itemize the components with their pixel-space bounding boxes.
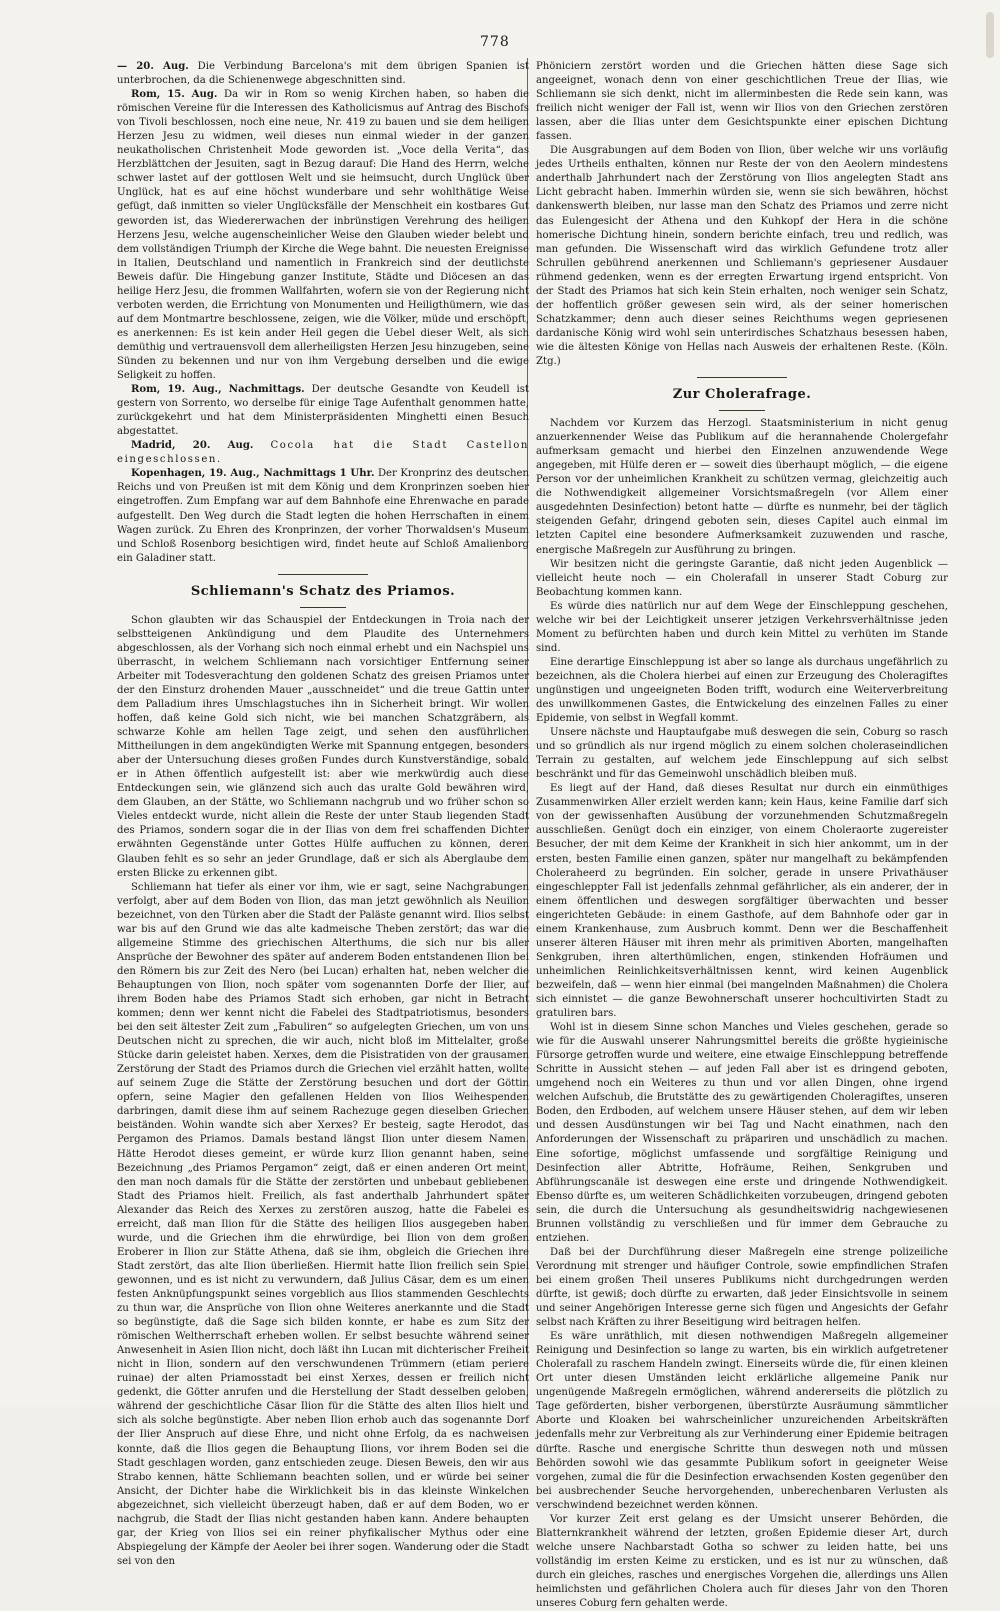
dateline: Rom, 15. Aug. bbox=[131, 89, 218, 101]
dateline: — 20. Aug. bbox=[117, 61, 189, 72]
article-paragraph: Schliemann hat tiefer als einer vor ihm, wie er sagt, seine Nachgrabungen verfolgt, aber auf dem Boden von Ilion, das man jetzt gewöhnlich als Neuilion bezeichnet, von den Türken aber die Stadt der Paläste genannt wird. Ilios selbst war bis auf den Grund wie das alte kadmeische Theben zerstört; das war die allgemeine Stimme des griechischen Alterthums, die sich nur bis aller Ansprüche der Bewohner des später auf anderem Boden entstandenen Ilion bei den Römern bis zur Zeit des Nero (bei Lucan) erhalten hat, neben welcher die Behauptungen von Ilion, noch später vom sogenannten Dorfe der Ilier, auf ihrem Boden habe des Priamos Stadt sich erhoben, gar nicht in Betracht kommen; denn wer kennt nicht die Fabelei des Stadtpatriotismus, besonders bei den seit ältester Zeit zum „Fabuliren“ so aufgelegten Griechen, um von uns Deutschen nicht zu sprechen, die wir auch, nicht bloß im Mittelalter, große Stücke darin geleistet haben. Xerxes, dem die Pisistratiden von der grausamen Zerstörung der Stadt des Priamos durch die Griechen viel erzählt hatten, wollte auf seinem Zuge die Stätte der Zerstörung besuchen und dort der Göttin opfern, seine Magier den gefallenen Helden von Ilios Weihespenden darbringen, damit diese ihm auf seinem Rachezuge gegen dieselben Griechen beiständen. Wohin wandte sich aber Xerxes? Er besteig, sagte Herodot, das Pergamon des Priamos. Damals bestand längst Ilion unter diesem Namen. Hätte Herodot dieses gemeint, er würde kurz Ilion genannt haben, seine Bezeichnung „des Priamos Pergamon“ zeigt, daß er einen anderen Ort meint, den man noch damals für die Stätte der zerstörten und unbebaut gebliebenen Stadt des Priamos hielt. Freilich, als fast anderthalb Jahrhundert später Alexander das Reich des Xerxes zu zerstören auszog, hatte die Fabelei es erreicht, daß man Ilion für die Stätte des heiligen Ilios ausgegeben haben wurde, und die Griechen ihm die ehrwürdige, bei Ilion von dem großen Eroberer in Ilion zur Stätte Athena, daß sie ihm, obgleich die Griechen ihre Stadt zerstört, das alte Ilion überließen. Hiermit hatte Ilion freilich sein Spiel gewonnen, und es ist nicht zu verwundern, daß Julius Cäsar, dem es um einen festen Anknüpfungspunkt seines vorgeblich aus Ilios stammenden Geschlechts zu thun war, die Ansprüche von Ilion ohne Weiteres anerkannte und die Stadt so begünstigte, daß die Sage sich bilden konnte, er habe es zum Sitz der römischen Weltherrschaft erheben wollen. Er selbst besuchte während seiner Anwesenheit in Asien Ilion nicht, doch läßt ihn Lucan mit dichterischer Freiheit nicht in Ilion, sondern auf den verschwundenen Trümmern (etiam periere ruinae) der alten Priamosstadt bei einst Xerxes, dessen er freilich nicht gedenkt, die Götter anrufen und die Herstellung der Stadt desselben geloben, während der geschichtliche Cäsar Ilion für die Stätte des alten Ilios hielt und sich als solche begünstigte. Aber neben Ilion erhob auch das sogenannte Dorf der Ilier Anspruch auf diese Ehre, und nicht ohne Erfolg, da es nachweisen konnte, daß die Ilios gegen die Behauptung Ilions, vor ihrem Boden sei die Stadt geschlagen worden, ganz entschieden zeuge. Diesen Beweis, den wir aus Strabo kennen, hätte Schliemann beachten sollen, und er würde bei seiner Ansicht, der Dichter habe die Wirklichkeit bis in das kleinste Winkelchen abgezeichnet, sich vielleicht überzeugt haben, daß er auf dem Boden, wo er nachgrub, die Stadt der Ilias nicht gestanden haben kann. Andere behaupten gar, der Krieg von Ilios sei ein reiner phyfikalischer Mythus oder eine Abspiegelung der Kämpfe der Aeoler bei ihrer sogen. Wanderung oder die Stadt sei von den bbox=[117, 881, 529, 1567]
section-separator bbox=[278, 574, 368, 575]
article-paragraph: Wohl ist in diesem Sinne schon Manches und Vieles geschehen, gerade so wie für die Auswahl unserer Nahrungsmittel bereits die größte hygieinische Fürsorge getroffen wurde und weitere, eine etwaige Einschleppung betreffende Schritte in Aussicht stehen — auf jeden Fall aber ist es dringend geboten, umgehend noch ein Weiteres zu thun und vor allen Dingen, ohne irgend welchen Aufschub, die Brutstätte des zu gewärtigenden Choleragiftes, unseren Boden, den Erdboden, auf welchem unsere Häuser stehen, auf dem wir leben und dessen Ausdünstungen wir bei Tag und Nacht einathmen, nach den Anforderungen der Wissenschaft zu präpariren und unschädlich zu machen. Eine sofortige, möglichst umfassende und sorgfältige Reinigung und Desinfection aller Abtritte, Hofräume, Reihen, Senkgruben und Abführungscanäle ist deswegen eine erste und dringende Nothwendigkeit. Ebenso dürfte es, um weiteren Schädlichkeiten vorzubeugen, dringend geboten sein, die durch die Untersuchung als gesundheitswidrig nachgewiesenen Brunnen vollständig zu verschließen und für immer dem Gebrauche zu entziehen. bbox=[536, 1022, 948, 1244]
dateline: Rom, 19. Aug., Nachmittags. bbox=[131, 384, 305, 396]
news-text: Die Verbindung Barcelona's mit dem übrigen Spanien ist unterbrochen, da die Schienenwege abgeschnitten sind. bbox=[117, 61, 529, 87]
title-underline bbox=[719, 410, 765, 411]
article-paragraph: Es wäre unräthlich, mit diesen nothwendigen Maßregeln allgemeiner Reinigung und Desinfection so lange zu warten, bis ein wirklich aufgetretener Cholerafall zu raschem Handeln zwingt. Einerseits würde die, für einen kleinen Ort unter diesen Umständen leicht erklärliche allgemeine Panik nur ungenügende Maßregeln ermöglichen, während andererseits die plötzlich zu Tage geförderten, bisher verborgenen, überstürzte Ausräumung sämmtlicher Aborte und Kloaken bei wahrscheinlicher unzureichenden Arbeitskräften jedenfalls mehr zur Verbreitung als zur Verhinderung einer Epidemie beitragen dürfte. Rasche und energische Schritte thun deswegen noth und müssen Behörden sowohl wie das gesammte Publikum sofort in geeigneter Weise vorgehen, zumal die für die Desinfection erwachsenden Kosten gegenüber den bei ausbrechender Seuche hervorgehenden, unberechenbaren Verlusten als verschwindend bezeichnet werden können. bbox=[536, 1331, 948, 1511]
article-paragraph: Daß bei der Durchführung dieser Maßregeln eine strenge polizeiliche Verordnung mit strenger und häufiger Controle, sowie empfindlichen Strafen bei einem großen Theil unseres Publikums nicht durchgedrungen werden dürfte, ist gewiß; doch dürfte zu erwarten, daß jeder Einsichtsvolle in seinem und seiner Angehörigen Interesse gerne sich fügen und Angesichts der Gefahr selbst nach Kräften zu ihrer Beseitigung wird beitragen helfen. bbox=[536, 1246, 948, 1329]
dateline: Kopenhagen, 19. Aug., Nachmittags 1 Uhr. bbox=[131, 468, 375, 480]
section-title-schliemann: Schliemann's Schatz des Priamos. bbox=[190, 583, 456, 599]
article-paragraph: Vor kurzer Zeit erst gelang es der Umsicht unserer Behörden, die Blatternkrankheit während der letzten, großen Epidemie dieser Art, durch welche unsere Nachbarstadt Gotha so schwer zu leiden hatte, bei uns vollständig im ersten Keime zu ersticken, und es ist nur zu wünschen, daß durch ein gleiches, rasches und energisches Vorgehen die, allerdings uns Allen heimlichsten und gefährlichen Cholera auch für dieses Jahr von den Thoren unseres Coburg fern gehalten werde. bbox=[536, 1513, 948, 1610]
article-paragraph: Die Ausgrabungen auf dem Boden von Ilion, über welche wir uns vorläufig jedes Urtheils enthalten, können nur Reste der von den Aeolern mindestens anderthalb Jahrhundert nach der Zerstörung von Ilios angelegten Stadt ans Licht gebracht haben. Immerhin würden sie, wenn sie sich bewähren, höchst dankenswerth bleiben, nur lasse man den Schatz des Priamos und zerre nicht das Eulengesicht der Athena und den Kuhkopf der Hera in die schöne homerische Dichtung hinein, sondern berichte einfach, treu und redlich, was man gefunden. Die Wissenschaft wird das wirklich Gefundene trotz aller Schrullen gebührend anerkennen und Schliemann's gepriesener Ausdauer rühmend gedenken, wenn es der erregten Erwartung irgend entspricht. Von der Stadt des Priamos hat sich kein Stein erhalten, noch weniger sein Schatz, der hoffentlich größer gewesen sein wird, als der seiner homerischen Schatzkammer; denn auch dieser seines Reichthums wegen gepriesenen dardanische König wird wohl sein unterirdisches Schatzhaus besessen haben, wie die ältesten Könige von Hellas nach Ausweis der erhaltenen Reste. (Köln. Ztg.) bbox=[536, 145, 948, 367]
title-underline bbox=[300, 607, 346, 608]
article-paragraph: Unsere nächste und Hauptaufgabe muß deswegen die sein, Coburg so rasch und so gründlich als nur irgend möglich zu einem solchen choleraseindlichen Terrain zu gestalten, auf welchem jede Einschleppung auf sich selbst beschränkt und für das Gemeinwohl unschädlich bleiben muß. bbox=[536, 727, 948, 781]
news-item-barcelona bbox=[117, 60, 529, 88]
left-column bbox=[117, 60, 529, 1567]
news-text: Der Kronprinz des deutschen Reichs und von Preußen ist mit dem König und dem Kronprinzen soeben hier eingetroffen. Zum Empfang war auf dem Bahnhofe eine Ehrenwache en parade aufgestellt. Den Weg durch die Stadt legten die hohen Herrschaften in einem Wagen zurück. Zu Ehren des Kronprinzen, der vorher Thorwaldsen's Museum und Schloß Rosenborg besichtigen wird, findet heute auf Schloß Amalienborg ein Galadiner statt. bbox=[117, 468, 529, 564]
right-column bbox=[536, 60, 948, 1610]
article-paragraph: Phöniciern zerstört worden und die Griechen hätten diese Sage sich angeeignet, wonach denn von einer geschichtlichen Treue der Ilias, wie Schliemann sie sich denkt, nicht im allerminbesten die Rede sein kann, was freilich nicht weniger der Fall ist, wenn wir Ilios von den Griechen zerstören lassen, aber die Ilias unter dem Gesichtspunkte einer epischen Dichtung fassen. bbox=[536, 61, 948, 143]
news-item-rom-1 bbox=[117, 88, 529, 383]
news-item-rom-2 bbox=[117, 383, 529, 439]
news-item-madrid bbox=[117, 439, 529, 467]
page-number: 778 bbox=[480, 34, 510, 50]
news-item-kopenhagen bbox=[117, 467, 529, 565]
article-paragraph: Es liegt auf der Hand, daß dieses Resultat nur durch ein einmüthiges Zusammenwirken Aller erzielt werden kann; kein Haus, keine Familie darf sich von der gewissenhaften Ausübung der vorzunehmenden Schutzmaßregeln ausschließen. Genügt doch ein einziger, von einem Choleraorte zugereister Besucher, der mit dem Keime der Krankheit in sich hier ankommt, um in der ersten, besten Familie einen ganzen, später nur mangelhaft zu bekämpfenden Choleraheerd zu begründen. Ein solcher, gerade in unsere Privathäuser eingeschleppter Fall ist jedenfalls zehnmal gefährlicher, als ein anderer, der in einem öffentlichen und deswegen sorgfältiger überwachten und besser eingerichteten Gebäude: in einem Gasthofe, auf dem Bahnhofe oder gar in einem Krankenhause, zum Ausbruch kommt. Denn wer die Beschaffenheit unserer älteren Häuser mit ihren mehr als primitiven Aborten, mangelhaften Senkgruben, ihren alterthümlichen, engen, stinkenden Hofräumen und unheimlichen Reinlichkeitsverhältnissen kennt, wird keinen Augenblick bezweifeln, daß — wenn hier einmal (bei mangelnden Maßnahmen) die Cholera sich einnistet — die ganze Bewohnerschaft unserer hochcultivirten Stadt zu gratuliren bars. bbox=[536, 783, 948, 1020]
article-paragraph: Schon glaubten wir das Schauspiel der Entdeckungen in Troia nach der selbstteigenen Ankündigung und dem Plaudite des Unternehmers abgeschlossen, als der Vorhang sich noch einmal erhebt und ein Nachspiel uns überrascht, in welchem Schliemann nach vorsichtiger Entfernung seiner Arbeiter mit Todesverachtung den goldenen Schatz des greisen Priamos unter der den Einsturz drohenden Mauer „ausschneidet“ und die treue Gattin unter dem Palladium ihres Umschlagstuches ihn in Sicherheit bringt. Wir wollen hoffen, daß keine Gold sich nicht, wie bei manchen Schatzgräbern, als schwarze Kohle am hellen Tage zeigt, und sehen den ausführlichen Mittheilungen in dem angekündigten Werke mit Spannung entgegen, besonders aber der Untersuchung dieses großen Fundes durch Kunstverständige, sobald er in Athen öffentlich aufgestellt ist: aber wie merkwürdig auch diese Entdeckungen sein, wie glänzend sich auch das uralte Gold bewähren wird, dem Glauben, an der Stätte, wo Schliemann nachgrub und wo früher schon so Vieles entdeckt wurde, nicht allein die Reste der unter Staub liegenden Stadt des Priamos, sondern sogar die in der Ilias von dem frei schaffenden Dichter erwähnten Gegenstände unter Gottes Hülfe auffuchen zu können, deren Glauben fehlt es so sehr an jeder Grundlage, daß er sich als Aberglaube dem ersten Blicke zu erkennen gibt. bbox=[117, 614, 529, 879]
section-separator bbox=[697, 377, 787, 378]
article-paragraph: Es würde dies natürlich nur auf dem Wege der Einschleppung geschehen, welche wir bei der Leichtigkeit unserer jetzigen Verkehrsverhältnisse jeden Moment zu befürchten haben und durch kein Mittel zu verhüten im Stande sind. bbox=[536, 600, 948, 654]
news-text: Da wir in Rom so wenig Kirchen haben, so haben die römischen Vereine für die Interessen des Katholicismus auf Antrag des Bischofs von Tivoli beschlossen, noch eine neue, Nr. 419 zu bauen und sie dem heiligen Herzen Jesu zu widmen, weil dieses nun einmal wieder in der ganzen neukatholischen Christenheit Mode geworden ist. „Voce della Verita“, das Herzblättchen der Jesuiten, sagt in Bezug darauf: Die Hand des Herrn, welche schwer lastet auf der gottlosen Welt und sie heimsucht, durch Unglück über Unglück, hat es auf eine höchst wunderbare und sehr wohlthätige Weise gefügt, daß inmitten so vieler Unglücksfälle der Menschheit ein kostbares Gut geworden ist, das Wiedererwachen der inbrünstigen Verehrung des heiligen Herzens Jesu, welche augenscheinlicher Weise den Glauben wieder belebt und dem vollständigen Triumph der Kirche die Wege bahnt. Die neuesten Ereignisse in Italien, Deutschland und namentlich in Frankreich sind der deutlichste Beweis dafür. Die Hingebung ganzer Institute, Städte und Diöcesen an das heilige Herz Jesu, die frommen Wallfahrten, wofern sie von der Regierung nicht verboten werden, die Errichtung von Monumenten und Heiligthümern, wie das auf dem Montmartre beschlossene, zeigen, wie die Völker, müde und erschöpft, es anerkennen: Es ist kein ander Heil gegen die Uebel dieser Welt, als sich demüthig und vertrauensvoll dem allerheiligsten Herzen Jesu hinzugeben, seine Sünden zu bekennen und nur von ihm Vergebung derselben und die ewige Seligkeit zu hoffen. bbox=[117, 89, 529, 382]
dateline: Madrid, 20. Aug. bbox=[131, 440, 254, 452]
article-paragraph: Eine derartige Einschleppung ist aber so lange als durchaus ungefährlich zu bezeichnen, als die Cholera hierbei auf einen zur Erzeugung des Choleragiftes ungünstigen und ungeeigneten Boden trifft, wodurch eine Weiterverbreitung des unwillkommenen Gastes, die Entwickelung des einzelnen Falles zu einer Epidemie, von selbst in Wegfall kommt. bbox=[536, 656, 948, 725]
news-text: Cocola hat die Stadt Castellon eingeschlossen. bbox=[117, 440, 529, 466]
article-paragraph: Nachdem vor Kurzem das Herzogl. Staatsministerium in nicht genug anzuerkennender Weise das Publikum auf die herannahende Cholergefahr aufmerksam gemacht und hierbei den Einzelnen anzuwendende Wege angegeben, mit Hülfe deren er — soweit dies überhaupt möglich, — die eigene Person vor der unheimlichen Krankheit zu schützen vermag, gleichzeitig auch die Nothwendigkeit allgemeiner Vorsichtsmaßregeln (vor Allem einer ausgedehnten Desinfection) betont hatte — dürfte es nunmehr, bei der täglich steigenden Gefahr, dringend geboten sein, dieses Capitel auch einmal im letzten Capitel eine besondere Aufmerksamkeit zuzuwenden und rasche, energische Maßregeln zur Ausführung zu bringen. bbox=[536, 418, 948, 556]
news-text: Der deutsche Gesandte von Keudell ist gestern von Sorrento, wo derselbe für einige Tage Aufenthalt genommen hatte, zurückgekehrt und hat dem Ministerpräsidenten Minghetti einen Besuch abgestattet. bbox=[117, 384, 529, 438]
article-paragraph: Wir besitzen nicht die geringste Garantie, daß nicht jeden Augenblick — vielleicht heute noch — ein Cholerafall in unserer Stadt Coburg zur Beobachtung kommen kann. bbox=[536, 558, 948, 598]
section-title-cholera: Zur Cholerafrage. bbox=[672, 387, 812, 403]
binding-edge-mark bbox=[986, 12, 994, 58]
